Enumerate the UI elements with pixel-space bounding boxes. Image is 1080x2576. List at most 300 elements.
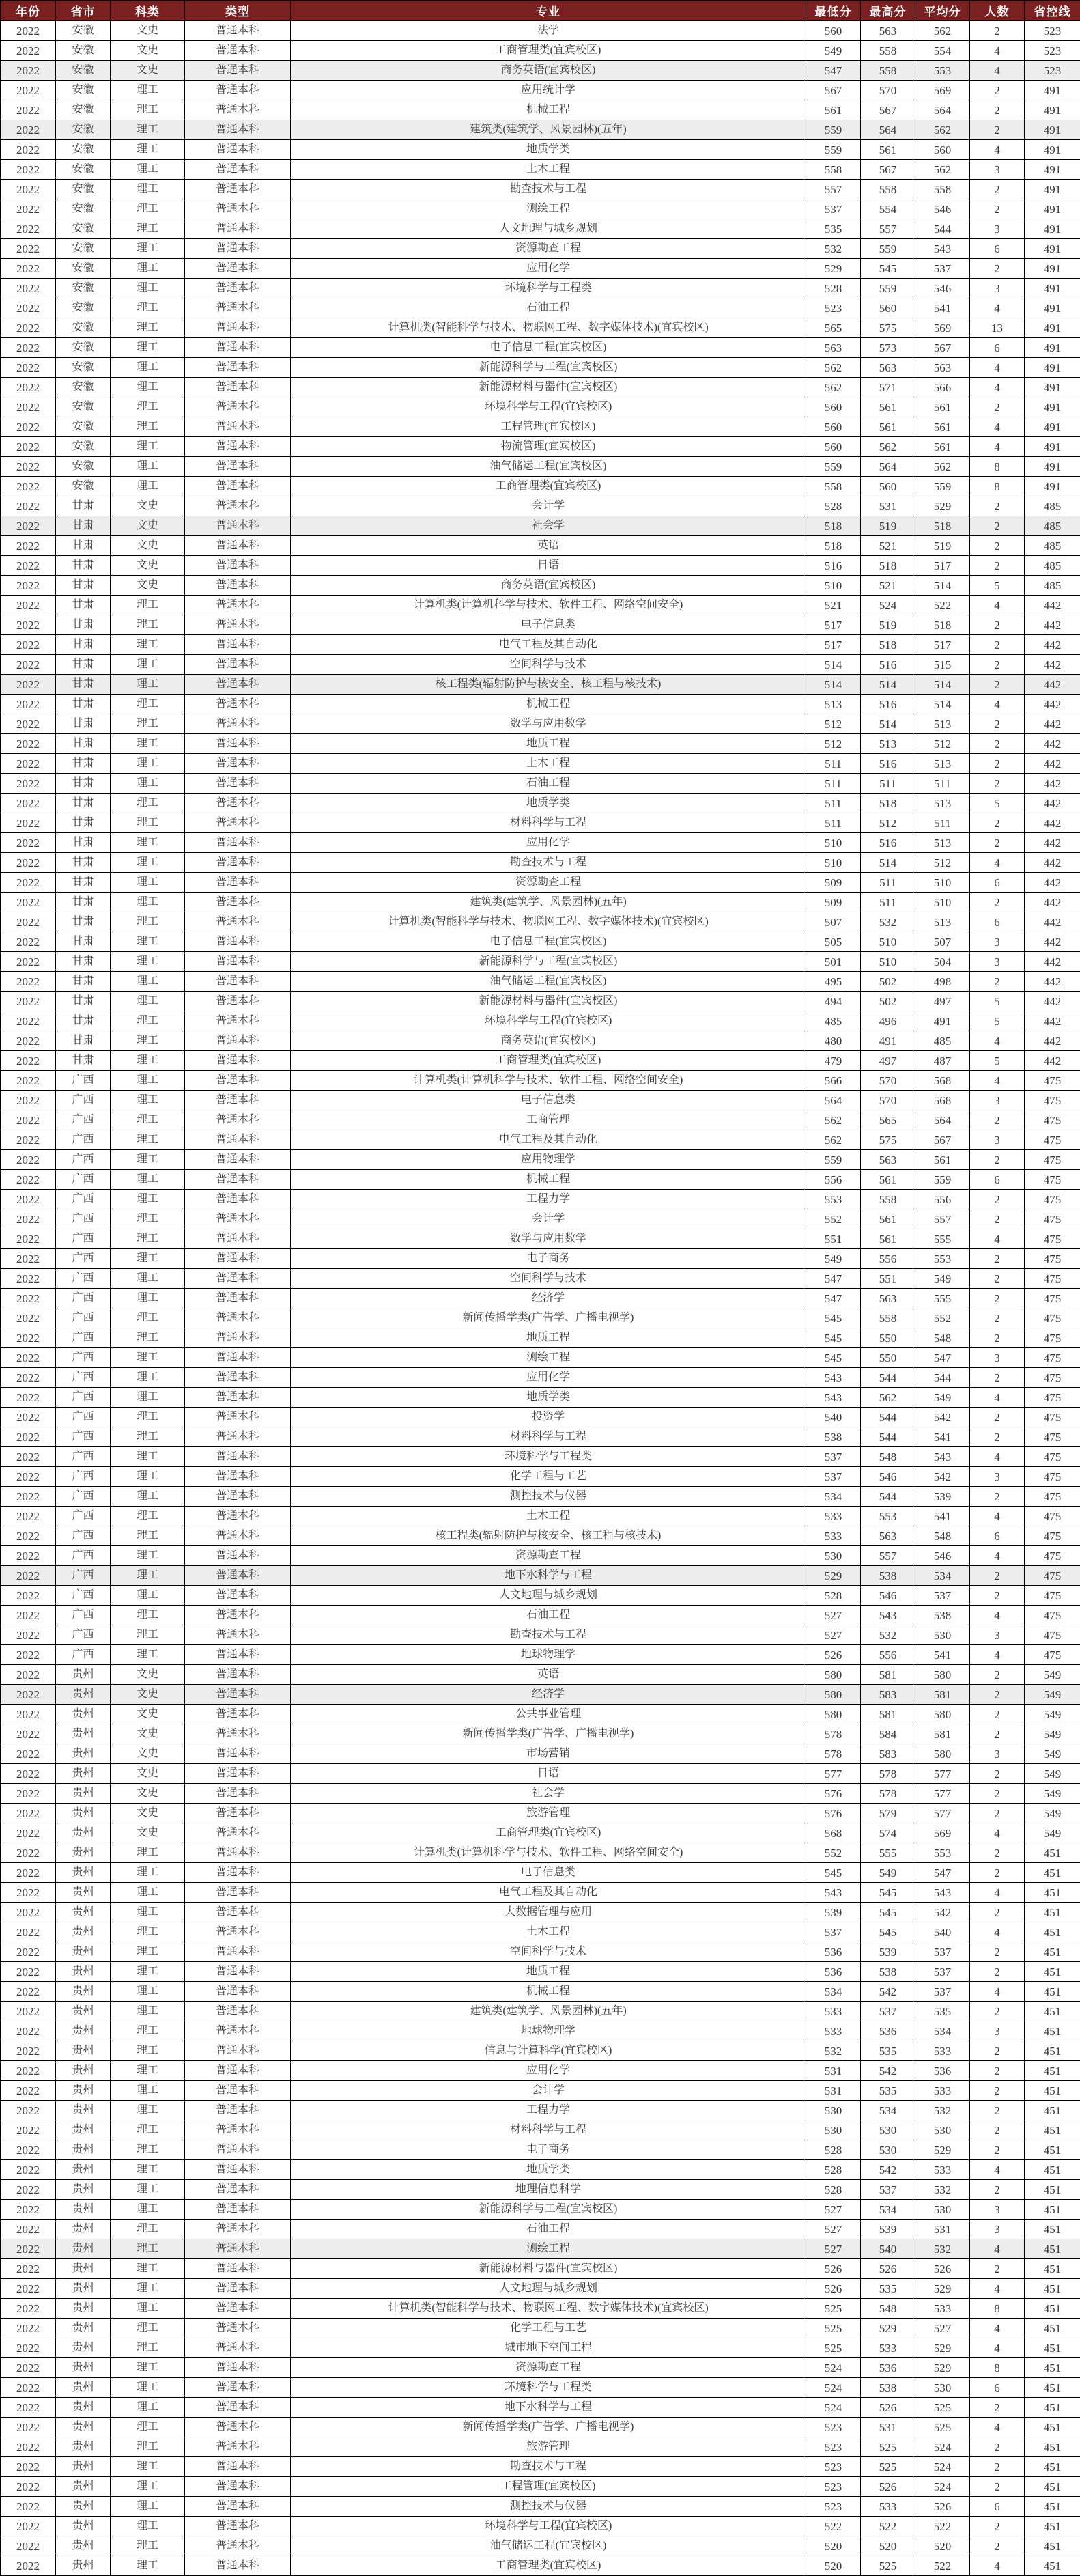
cell-province: 贵州	[56, 2200, 111, 2220]
cell-major: 日语	[291, 1764, 806, 1784]
cell-avg-score: 529	[915, 2140, 970, 2160]
cell-avg-score: 547	[915, 1348, 970, 1368]
cell-major: 新能源科学与工程(宜宾校区)	[291, 2200, 806, 2220]
cell-year: 2022	[1, 358, 56, 378]
cell-major: 电气工程及其自动化	[291, 635, 806, 655]
header-cell-count: 人数	[970, 1, 1025, 21]
cell-min-score: 547	[806, 61, 861, 81]
table-row	[1, 2259, 1080, 2279]
cell-min-score: 507	[806, 912, 861, 932]
cell-min-score: 558	[806, 477, 861, 496]
cell-control-line: 475	[1025, 1368, 1080, 1388]
cell-count: 2	[970, 1150, 1025, 1170]
cell-avg-score: 548	[915, 1328, 970, 1348]
cell-year: 2022	[1, 813, 56, 833]
cell-control-line: 451	[1025, 2299, 1080, 2319]
cell-province: 甘肃	[56, 615, 111, 635]
cell-avg-score: 518	[915, 516, 970, 536]
table-row	[1, 2536, 1080, 2556]
cell-type: 普通本科	[185, 1269, 291, 1289]
cell-avg-score: 580	[915, 1665, 970, 1685]
cell-province: 甘肃	[56, 655, 111, 675]
cell-min-score: 512	[806, 714, 861, 734]
cell-subject-category: 理工	[111, 1447, 185, 1467]
table-row	[1, 1903, 1080, 1922]
cell-avg-score: 546	[915, 1546, 970, 1566]
cell-control-line: 442	[1025, 794, 1080, 813]
cell-year: 2022	[1, 259, 56, 279]
cell-max-score: 526	[861, 2398, 915, 2418]
table-row	[1, 1724, 1080, 1744]
cell-avg-score: 513	[915, 794, 970, 813]
cell-subject-category: 文史	[111, 576, 185, 596]
table-row	[1, 1546, 1080, 1566]
table-row	[1, 1308, 1080, 1328]
cell-min-score: 556	[806, 1170, 861, 1190]
cell-max-score: 544	[861, 1427, 915, 1447]
cell-major: 石油工程	[291, 298, 806, 318]
cell-subject-category: 理工	[111, 1982, 185, 2002]
cell-max-score: 563	[861, 358, 915, 378]
cell-major: 电子信息类	[291, 615, 806, 635]
cell-min-score: 537	[806, 1922, 861, 1942]
cell-subject-category: 文史	[111, 1804, 185, 1823]
cell-province: 甘肃	[56, 774, 111, 794]
cell-control-line: 491	[1025, 180, 1080, 199]
cell-min-score: 560	[806, 397, 861, 417]
cell-type: 普通本科	[185, 1962, 291, 1982]
cell-min-score: 560	[806, 417, 861, 437]
cell-province: 贵州	[56, 1665, 111, 1685]
cell-min-score: 547	[806, 1269, 861, 1289]
cell-type: 普通本科	[185, 1249, 291, 1269]
cell-major: 会计学	[291, 496, 806, 516]
cell-avg-score: 487	[915, 1051, 970, 1071]
cell-province: 贵州	[56, 2338, 111, 2358]
cell-province: 广西	[56, 1091, 111, 1110]
cell-max-score: 563	[861, 21, 915, 41]
cell-subject-category: 理工	[111, 100, 185, 120]
cell-province: 广西	[56, 1427, 111, 1447]
cell-max-score: 539	[861, 1942, 915, 1962]
cell-type: 普通本科	[185, 199, 291, 219]
cell-count: 2	[970, 675, 1025, 695]
cell-avg-score: 557	[915, 1209, 970, 1229]
cell-avg-score: 568	[915, 1071, 970, 1091]
cell-subject-category: 理工	[111, 397, 185, 417]
table-row	[1, 160, 1080, 180]
cell-count: 2	[970, 1209, 1025, 1229]
cell-province: 甘肃	[56, 536, 111, 556]
table-row	[1, 813, 1080, 833]
cell-avg-score: 544	[915, 1368, 970, 1388]
cell-control-line: 485	[1025, 576, 1080, 596]
cell-count: 2	[970, 259, 1025, 279]
cell-control-line: 491	[1025, 81, 1080, 100]
cell-count: 2	[970, 1903, 1025, 1922]
cell-year: 2022	[1, 1308, 56, 1328]
cell-avg-score: 535	[915, 2002, 970, 2021]
cell-subject-category: 理工	[111, 774, 185, 794]
cell-major: 电子信息工程(宜宾校区)	[291, 932, 806, 952]
table-row	[1, 120, 1080, 140]
table-row	[1, 1843, 1080, 1863]
cell-max-score: 555	[861, 1843, 915, 1863]
table-row	[1, 1922, 1080, 1942]
cell-max-score: 538	[861, 1962, 915, 1982]
table-row	[1, 2140, 1080, 2160]
cell-count: 5	[970, 992, 1025, 1011]
cell-max-score: 553	[861, 1507, 915, 1526]
cell-major: 化学工程与工艺	[291, 1467, 806, 1487]
cell-avg-score: 526	[915, 2259, 970, 2279]
cell-avg-score: 485	[915, 1031, 970, 1051]
cell-count: 2	[970, 516, 1025, 536]
cell-year: 2022	[1, 2220, 56, 2239]
cell-control-line: 475	[1025, 1328, 1080, 1348]
cell-count: 2	[970, 1942, 1025, 1962]
cell-avg-score: 548	[915, 1526, 970, 1546]
cell-min-score: 562	[806, 1110, 861, 1130]
cell-control-line: 451	[1025, 1942, 1080, 1962]
cell-province: 甘肃	[56, 833, 111, 853]
cell-min-score: 511	[806, 794, 861, 813]
cell-count: 5	[970, 1011, 1025, 1031]
cell-major: 公共事业管理	[291, 1705, 806, 1724]
cell-subject-category: 理工	[111, 2101, 185, 2120]
table-row	[1, 2358, 1080, 2378]
cell-subject-category: 理工	[111, 1209, 185, 1229]
cell-province: 广西	[56, 1546, 111, 1566]
cell-province: 广西	[56, 1507, 111, 1526]
cell-year: 2022	[1, 2338, 56, 2358]
cell-count: 2	[970, 2180, 1025, 2200]
cell-avg-score: 543	[915, 1447, 970, 1467]
cell-major: 人文地理与城乡规划	[291, 219, 806, 239]
cell-min-score: 528	[806, 279, 861, 298]
cell-type: 普通本科	[185, 2398, 291, 2418]
table-row	[1, 556, 1080, 576]
cell-major: 地质工程	[291, 1962, 806, 1982]
cell-type: 普通本科	[185, 1645, 291, 1665]
table-row	[1, 1408, 1080, 1427]
cell-count: 2	[970, 2259, 1025, 2279]
cell-max-score: 557	[861, 219, 915, 239]
cell-max-score: 535	[861, 2041, 915, 2061]
table-row	[1, 1487, 1080, 1507]
cell-count: 4	[970, 1507, 1025, 1526]
table-row	[1, 1051, 1080, 1071]
cell-max-score: 519	[861, 615, 915, 635]
cell-control-line: 451	[1025, 1982, 1080, 2002]
table-row	[1, 2457, 1080, 2477]
cell-major: 土木工程	[291, 754, 806, 774]
cell-province: 甘肃	[56, 1031, 111, 1051]
cell-control-line: 475	[1025, 1467, 1080, 1487]
cell-min-score: 527	[806, 1606, 861, 1625]
cell-count: 4	[970, 1447, 1025, 1467]
cell-control-line: 442	[1025, 635, 1080, 655]
cell-avg-score: 553	[915, 61, 970, 81]
cell-type: 普通本科	[185, 477, 291, 496]
cell-max-score: 559	[861, 279, 915, 298]
table-row	[1, 378, 1080, 397]
cell-min-score: 505	[806, 932, 861, 952]
cell-year: 2022	[1, 853, 56, 873]
cell-subject-category: 理工	[111, 1071, 185, 1091]
cell-year: 2022	[1, 81, 56, 100]
cell-min-score: 564	[806, 1091, 861, 1110]
cell-year: 2022	[1, 477, 56, 496]
cell-control-line: 491	[1025, 140, 1080, 160]
cell-type: 普通本科	[185, 1051, 291, 1071]
cell-major: 地质工程	[291, 734, 806, 754]
header-cell-control-line: 省控线	[1025, 1, 1080, 21]
table-row	[1, 81, 1080, 100]
cell-year: 2022	[1, 2160, 56, 2180]
cell-type: 普通本科	[185, 2457, 291, 2477]
cell-avg-score: 580	[915, 1705, 970, 1724]
cell-count: 4	[970, 1546, 1025, 1566]
cell-count: 4	[970, 61, 1025, 81]
cell-avg-score: 567	[915, 338, 970, 358]
cell-avg-score: 491	[915, 1011, 970, 1031]
cell-subject-category: 理工	[111, 833, 185, 853]
cell-control-line: 451	[1025, 2081, 1080, 2101]
cell-year: 2022	[1, 1823, 56, 1843]
cell-min-score: 543	[806, 1883, 861, 1903]
cell-province: 安徽	[56, 100, 111, 120]
cell-min-score: 549	[806, 41, 861, 61]
cell-major: 环境科学与工程(宜宾校区)	[291, 2517, 806, 2536]
cell-count: 4	[970, 2279, 1025, 2299]
cell-max-score: 514	[861, 714, 915, 734]
cell-subject-category: 文史	[111, 21, 185, 41]
cell-subject-category: 理工	[111, 140, 185, 160]
cell-control-line: 491	[1025, 100, 1080, 120]
cell-control-line: 451	[1025, 2101, 1080, 2120]
cell-subject-category: 理工	[111, 279, 185, 298]
cell-max-score: 544	[861, 1408, 915, 1427]
cell-control-line: 549	[1025, 1823, 1080, 1843]
table-row	[1, 2477, 1080, 2497]
cell-control-line: 475	[1025, 1249, 1080, 1269]
cell-count: 2	[970, 813, 1025, 833]
cell-major: 计算机类(智能科学与技术、物联网工程、数字媒体技术)(宜宾校区)	[291, 318, 806, 338]
cell-count: 2	[970, 2517, 1025, 2536]
cell-province: 贵州	[56, 1922, 111, 1942]
cell-major: 计算机类(计算机科学与技术、软件工程、网络空间安全)	[291, 596, 806, 615]
cell-min-score: 516	[806, 556, 861, 576]
cell-province: 贵州	[56, 2021, 111, 2041]
cell-province: 广西	[56, 1408, 111, 1427]
cell-year: 2022	[1, 2140, 56, 2160]
cell-count: 6	[970, 239, 1025, 259]
cell-max-score: 496	[861, 1011, 915, 1031]
cell-count: 2	[970, 1487, 1025, 1507]
cell-max-score: 516	[861, 695, 915, 714]
cell-max-score: 574	[861, 1823, 915, 1843]
cell-type: 普通本科	[185, 2160, 291, 2180]
cell-control-line: 451	[1025, 2239, 1080, 2259]
cell-max-score: 556	[861, 1645, 915, 1665]
header-cell-type: 类型	[185, 1, 291, 21]
cell-year: 2022	[1, 1942, 56, 1962]
cell-max-score: 518	[861, 794, 915, 813]
cell-count: 4	[970, 2556, 1025, 2576]
cell-type: 普通本科	[185, 2180, 291, 2200]
cell-subject-category: 理工	[111, 1408, 185, 1427]
cell-min-score: 501	[806, 952, 861, 972]
cell-min-score: 530	[806, 1546, 861, 1566]
cell-subject-category: 理工	[111, 893, 185, 912]
cell-year: 2022	[1, 893, 56, 912]
cell-min-score: 522	[806, 2517, 861, 2536]
cell-subject-category: 理工	[111, 655, 185, 675]
cell-control-line: 451	[1025, 2061, 1080, 2081]
cell-avg-score: 555	[915, 1229, 970, 1249]
cell-year: 2022	[1, 2358, 56, 2378]
cell-year: 2022	[1, 100, 56, 120]
cell-province: 贵州	[56, 2101, 111, 2120]
cell-type: 普通本科	[185, 1586, 291, 1606]
cell-control-line: 451	[1025, 1922, 1080, 1942]
cell-year: 2022	[1, 1249, 56, 1269]
cell-control-line: 491	[1025, 437, 1080, 457]
cell-major: 工商管理类(宜宾校区)	[291, 41, 806, 61]
cell-year: 2022	[1, 635, 56, 655]
cell-count: 4	[970, 2319, 1025, 2338]
cell-avg-score: 533	[915, 2160, 970, 2180]
cell-province: 贵州	[56, 2299, 111, 2319]
cell-year: 2022	[1, 1328, 56, 1348]
cell-avg-score: 560	[915, 140, 970, 160]
cell-avg-score: 541	[915, 1427, 970, 1447]
cell-avg-score: 537	[915, 1962, 970, 1982]
cell-year: 2022	[1, 2180, 56, 2200]
cell-major: 环境科学与工程类	[291, 2378, 806, 2398]
cell-control-line: 451	[1025, 2378, 1080, 2398]
cell-province: 广西	[56, 1606, 111, 1625]
cell-count: 8	[970, 2299, 1025, 2319]
cell-control-line: 442	[1025, 893, 1080, 912]
cell-count: 4	[970, 2239, 1025, 2259]
cell-year: 2022	[1, 2398, 56, 2418]
cell-type: 普通本科	[185, 21, 291, 41]
cell-max-score: 542	[861, 2160, 915, 2180]
cell-control-line: 451	[1025, 2200, 1080, 2220]
cell-min-score: 510	[806, 576, 861, 596]
cell-avg-score: 562	[915, 457, 970, 477]
cell-avg-score: 507	[915, 932, 970, 952]
cell-count: 4	[970, 1922, 1025, 1942]
cell-max-score: 536	[861, 2358, 915, 2378]
cell-avg-score: 569	[915, 318, 970, 338]
cell-max-score: 535	[861, 2279, 915, 2299]
cell-control-line: 442	[1025, 992, 1080, 1011]
cell-type: 普通本科	[185, 259, 291, 279]
cell-province: 甘肃	[56, 734, 111, 754]
cell-major: 土木工程	[291, 1922, 806, 1942]
cell-min-score: 576	[806, 1804, 861, 1823]
cell-count: 3	[970, 1625, 1025, 1645]
cell-type: 普通本科	[185, 695, 291, 714]
cell-control-line: 442	[1025, 596, 1080, 615]
cell-type: 普通本科	[185, 140, 291, 160]
cell-count: 6	[970, 2497, 1025, 2517]
cell-year: 2022	[1, 140, 56, 160]
cell-year: 2022	[1, 536, 56, 556]
cell-province: 贵州	[56, 1883, 111, 1903]
cell-avg-score: 533	[915, 2299, 970, 2319]
cell-control-line: 491	[1025, 298, 1080, 318]
cell-control-line: 475	[1025, 1190, 1080, 1209]
cell-avg-score: 537	[915, 1586, 970, 1606]
cell-max-score: 565	[861, 1110, 915, 1130]
cell-max-score: 538	[861, 1566, 915, 1586]
cell-subject-category: 理工	[111, 180, 185, 199]
header-cell-province: 省市	[56, 1, 111, 21]
cell-min-score: 538	[806, 1427, 861, 1447]
cell-major: 油气储运工程(宜宾校区)	[291, 457, 806, 477]
cell-max-score: 530	[861, 2140, 915, 2160]
cell-type: 普通本科	[185, 675, 291, 695]
cell-year: 2022	[1, 754, 56, 774]
cell-subject-category: 理工	[111, 1190, 185, 1209]
table-row	[1, 2002, 1080, 2021]
cell-control-line: 442	[1025, 912, 1080, 932]
cell-control-line: 491	[1025, 358, 1080, 378]
table-row	[1, 2200, 1080, 2220]
table-row	[1, 140, 1080, 160]
cell-province: 贵州	[56, 1863, 111, 1883]
cell-min-score: 534	[806, 1982, 861, 2002]
cell-province: 贵州	[56, 2517, 111, 2536]
cell-count: 4	[970, 1606, 1025, 1625]
cell-major: 核工程类(辐射防护与核安全、核工程与核技术)	[291, 675, 806, 695]
cell-count: 2	[970, 1289, 1025, 1308]
cell-control-line: 442	[1025, 615, 1080, 635]
cell-control-line: 475	[1025, 1150, 1080, 1170]
cell-province: 甘肃	[56, 873, 111, 893]
cell-subject-category: 理工	[111, 1328, 185, 1348]
cell-subject-category: 理工	[111, 2319, 185, 2338]
cell-avg-score: 539	[915, 1487, 970, 1507]
cell-type: 普通本科	[185, 972, 291, 992]
cell-subject-category: 理工	[111, 734, 185, 754]
cell-major: 商务英语(宜宾校区)	[291, 61, 806, 81]
cell-avg-score: 512	[915, 853, 970, 873]
table-row	[1, 437, 1080, 457]
cell-type: 普通本科	[185, 1546, 291, 1566]
cell-count: 3	[970, 1348, 1025, 1368]
table-row	[1, 1685, 1080, 1705]
cell-control-line: 523	[1025, 21, 1080, 41]
header-cell-max-score: 最高分	[861, 1, 915, 21]
cell-control-line: 451	[1025, 2556, 1080, 2576]
cell-max-score: 513	[861, 734, 915, 754]
cell-subject-category: 理工	[111, 912, 185, 932]
table-row	[1, 199, 1080, 219]
cell-year: 2022	[1, 1843, 56, 1863]
cell-year: 2022	[1, 734, 56, 754]
cell-year: 2022	[1, 180, 56, 199]
cell-major: 环境科学与工程(宜宾校区)	[291, 397, 806, 417]
table-row	[1, 1823, 1080, 1843]
cell-avg-score: 569	[915, 81, 970, 100]
cell-subject-category: 理工	[111, 1130, 185, 1150]
cell-subject-category: 理工	[111, 2338, 185, 2358]
